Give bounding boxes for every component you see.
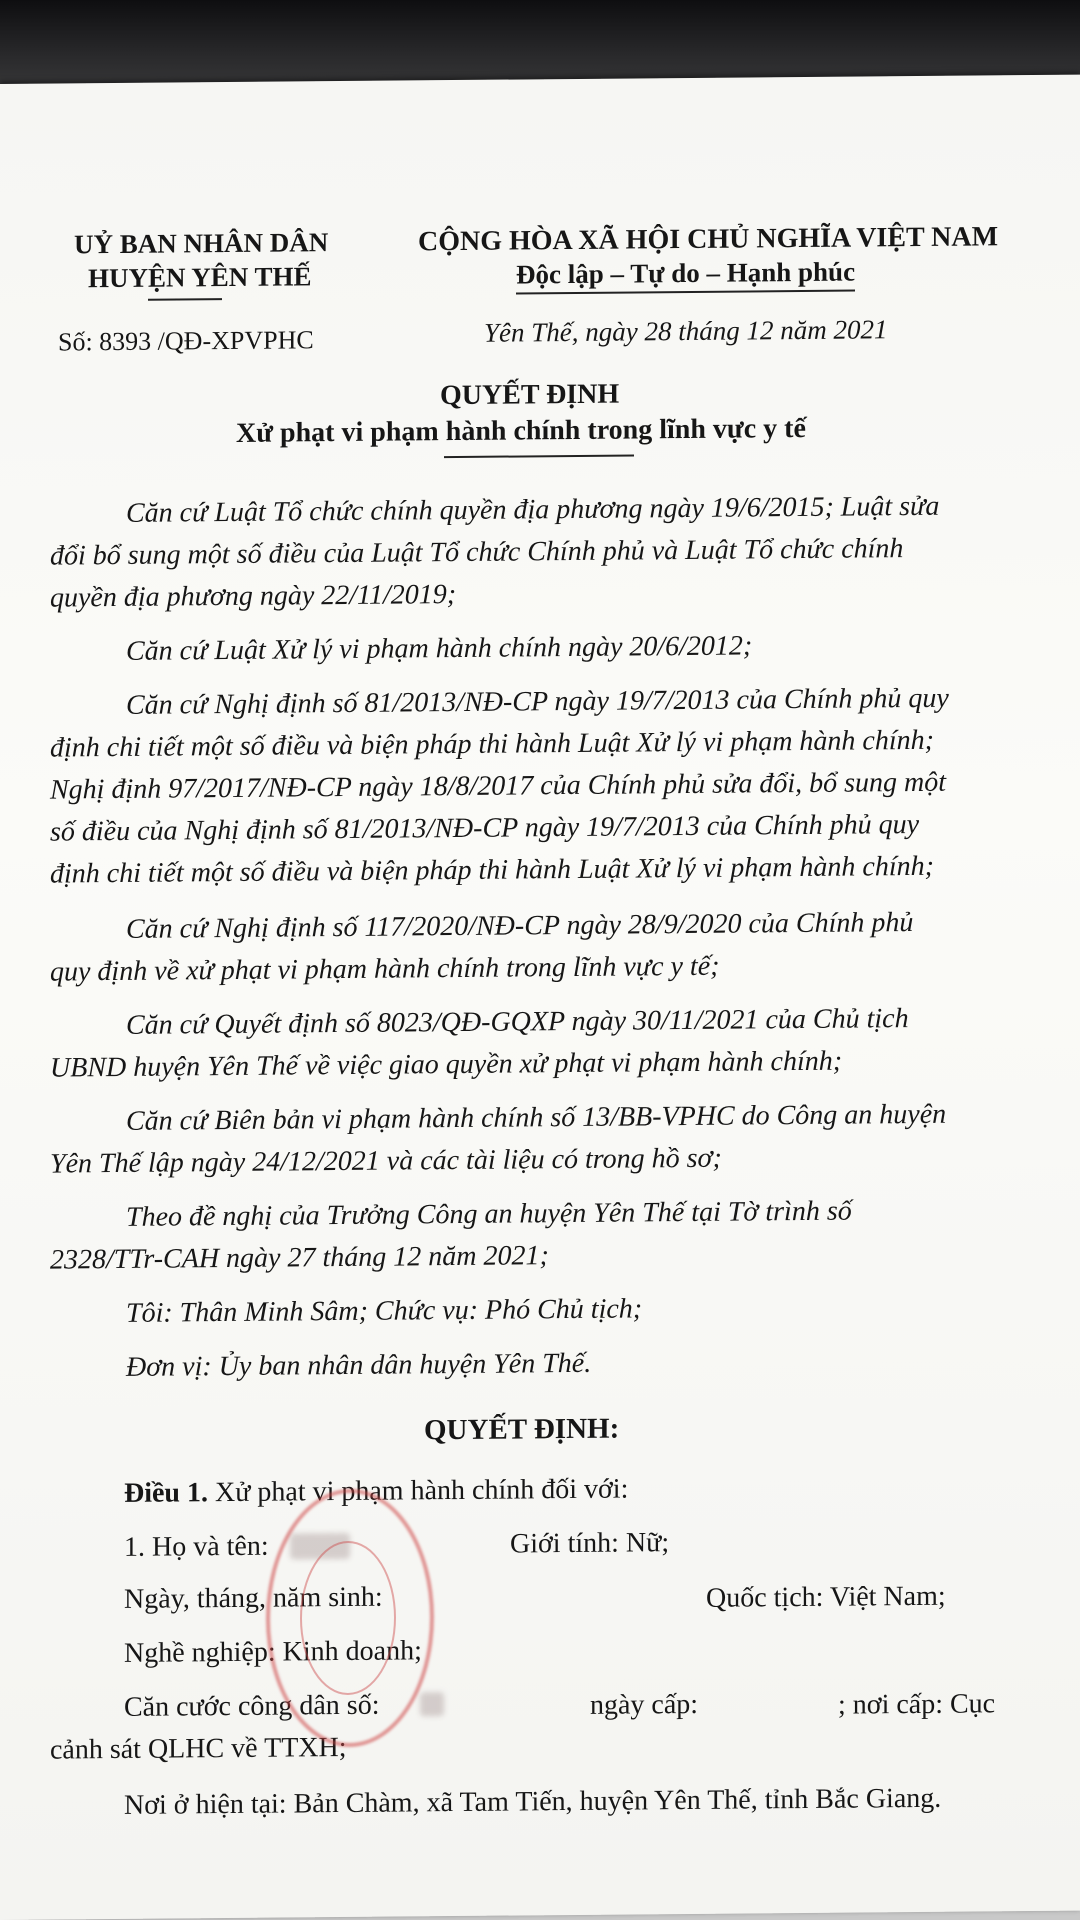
issue-place: ; nơi cấp: Cục [838,1688,996,1721]
title-underline [444,454,634,458]
basis-line: 2328/TTr-CAH ngày 27 tháng 12 năm 2021; [50,1240,549,1276]
issue-date-label: ngày cấp: [590,1688,699,1721]
document-number: Số: 8393 /QĐ-XPVPHC [58,325,314,357]
dob-label: Ngày, tháng, năm sinh: [124,1581,383,1615]
place-date: Yên Thế, ngày 28 tháng 12 năm 2021 [484,314,888,348]
agency-district: HUYỆN YÊN THẾ [88,261,312,294]
occupation-field: Nghề nghiệp: Kinh doanh; [124,1635,422,1669]
document-title: QUYẾT ĐỊNH [440,378,620,412]
basis-line: Theo đề nghị của Trưởng Công an huyện Yên Thế tại Tờ trình số [126,1195,852,1233]
official-seal-inner-ring [300,1541,396,1696]
basis-line: Yên Thế lập ngày 24/12/2021 và các tài liệu có trong hồ sơ; [50,1142,722,1180]
nation-motto: Độc lập – Tự do – Hạnh phúc [516,257,855,295]
agency-name: UỶ BAN NHÂN DÂN [74,227,329,260]
basis-line: Tôi: Thân Minh Sâm; Chức vụ: Phó Chủ tịch; [126,1293,643,1329]
basis-line: Căn cứ Biên bản vi phạm hành chính số 13/BB-VPHC do Công an huyện [126,1098,947,1137]
basis-line: Căn cứ Luật Xử lý vi phạm hành chính ngày 20/6/2012; [126,630,753,667]
basis-line: số điều của Nghị định số 81/2013/NĐ-CP ngày 19/7/2013 của Chính phủ quy [50,808,920,848]
basis-line: định chi tiết một số điều và biện pháp thi hành Luật Xử lý vi phạm hành chính; [50,724,934,764]
basis-line: Đơn vị: Ủy ban nhân dân huyện Yên Thế. [126,1347,592,1383]
gender-field: Giới tính: Nữ; [510,1527,670,1560]
residence-field: Nơi ở hiện tại: Bản Chàm, xã Tam Tiến, huyện Yên Thế, tỉnh Bắc Giang. [124,1782,942,1821]
basis-line: đổi bổ sung một số điều của Luật Tổ chức Chính phủ và Luật Tổ chức chính [50,533,904,572]
id-number-label: Căn cước công dân số: [124,1689,380,1723]
agency-underline [148,298,222,301]
article-1-label: Điều 1. [124,1477,208,1509]
document-page [0,75,1080,1920]
nationality-field: Quốc tịch: Việt Nam; [706,1580,946,1614]
nation-name: CỘNG HÒA XÃ HỘI CHỦ NGHĨA VIỆT NAM [418,221,999,258]
decision-heading: QUYẾT ĐỊNH: [424,1412,620,1447]
basis-line: UBND huyện Yên Thế về việc giao quyền xử phạt vi phạm hành chính; [50,1045,843,1084]
issue-place-continued: cảnh sát QLHC về TTXH; [50,1731,347,1766]
basis-line: Nghị định 97/2017/NĐ-CP ngày 18/8/2017 của Chính phủ sửa đổi, bổ sung một [50,766,946,806]
basis-line: Căn cứ Quyết định số 8023/QĐ-GQXP ngày 30/11/2021 của Chủ tịch [126,1003,909,1041]
basis-line: quy định về xử phạt vi phạm hành chính trong lĩnh vực y tế; [50,950,720,988]
basis-line: Căn cứ Nghị định số 81/2013/NĐ-CP ngày 19/7/2013 của Chính phủ quy [126,682,949,721]
document-subtitle: Xử phạt vi phạm hành chính trong lĩnh vực y tế [236,412,806,449]
article-1-text: Xử phạt vi phạm hành chính đối với: [208,1473,629,1509]
full-name-label: 1. Họ và tên: [124,1530,269,1563]
basis-line: Căn cứ Nghị định số 117/2020/NĐ-CP ngày 28/9/2020 của Chính phủ [126,907,914,945]
basis-line: quyền địa phương ngày 22/11/2019; [50,579,457,614]
basis-line: định chi tiết một số điều và biện pháp thi hành Luật Xử lý vi phạm hành chính; [50,850,934,890]
basis-line: Căn cứ Luật Tổ chức chính quyền địa phương ngày 19/6/2015; Luật sửa [126,490,940,529]
redacted-id [420,1692,444,1716]
